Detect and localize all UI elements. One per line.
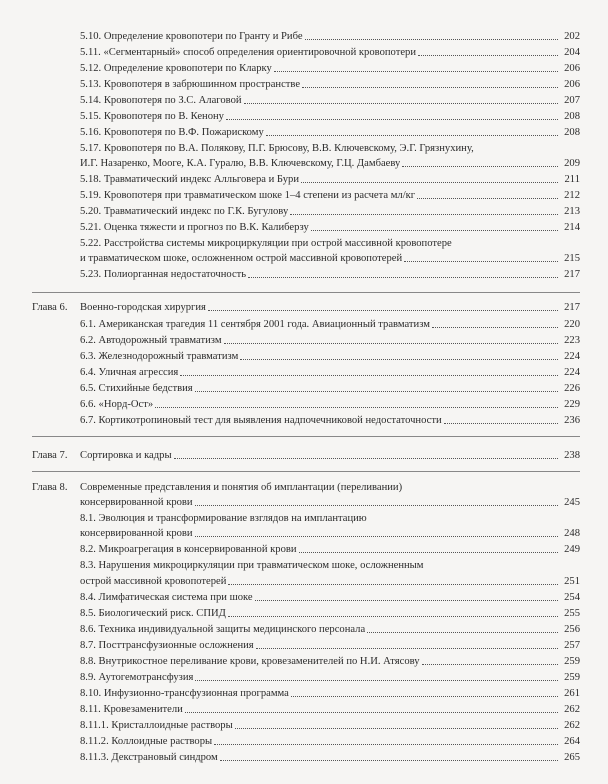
toc-entry-text: 8.11. Кровезаменители <box>80 704 183 715</box>
dot-leader <box>174 458 558 459</box>
toc-entry[interactable] <box>80 719 580 732</box>
toc-entry-continuation[interactable] <box>80 527 580 540</box>
toc-entry[interactable] <box>80 591 580 604</box>
toc-page-number: 238 <box>564 450 580 461</box>
toc-entry-text: Военно-городская хирургия <box>80 302 206 313</box>
toc-entry[interactable] <box>80 318 580 331</box>
toc-entry[interactable] <box>80 639 580 652</box>
dot-leader <box>444 423 558 424</box>
toc-entry[interactable] <box>80 671 580 684</box>
toc-entry[interactable] <box>80 173 580 186</box>
dot-leader <box>220 760 558 761</box>
toc-entry-text: 8.11.2. Коллоидные растворы <box>80 736 213 747</box>
dot-leader <box>155 407 558 408</box>
toc-page-number: 259 <box>564 672 580 683</box>
toc-entry-text: консервированной крови <box>80 497 193 508</box>
toc-entry-text: 6.6. «Норд-Ост» <box>80 399 154 410</box>
toc-page-number: 207 <box>564 95 580 106</box>
toc-page-number: 264 <box>564 736 580 747</box>
dot-leader <box>195 505 558 506</box>
toc-entry-text: 6.3. Железнодорожный травматизм <box>80 351 239 362</box>
dot-leader <box>302 87 558 88</box>
toc-entry-continuation[interactable] <box>80 252 580 265</box>
toc-entry-text: консервированной крови <box>80 528 193 539</box>
toc-entry-text: 5.16. Кровопотеря по В.Ф. Пожарискому <box>80 127 264 138</box>
dot-leader <box>432 327 558 328</box>
dot-leader <box>417 198 558 199</box>
dot-leader <box>224 343 558 344</box>
toc-entry-text: 5.17. Кровопотеря по В.А. Полякову, П.Г. Брюсову, В.В. Ключевскому, Э.Г. Грязнухину, <box>80 143 474 154</box>
toc-entry-text: острой массивной кровопотерей <box>80 576 227 587</box>
toc-entry[interactable] <box>80 205 580 218</box>
toc-entry[interactable] <box>80 751 580 764</box>
toc-entry-text: 5.20. Травматический индекс по Г.К. Бугулову <box>80 206 289 217</box>
toc-entry-text: 8.2. Микроагрегация в консервированной крови <box>80 544 297 555</box>
toc-entry[interactable] <box>80 607 580 620</box>
chapter-label: Глава 8. <box>32 482 68 493</box>
toc-entry-continuation[interactable] <box>80 575 580 588</box>
toc-entry-text: 5.22. Расстройства системы микроциркуляции при острой массивной кровопотере <box>80 238 452 249</box>
toc-page-number: 248 <box>564 528 580 539</box>
dot-leader <box>422 664 558 665</box>
toc-entry[interactable] <box>80 126 580 139</box>
toc-page-number: 251 <box>564 576 580 587</box>
toc-entry[interactable] <box>80 366 580 379</box>
toc-entry-text: 8.8. Внутрикостное переливание крови, кровезаменителей по Н.И. Атясову <box>80 656 420 667</box>
toc-page-number: 254 <box>564 592 580 603</box>
dot-leader <box>256 648 558 649</box>
toc-entry-text: 6.5. Стихийные бедствия <box>80 383 193 394</box>
dot-leader <box>255 600 558 601</box>
toc-entry[interactable] <box>80 268 580 281</box>
toc-page-number: 209 <box>564 158 580 169</box>
toc-entry[interactable] <box>80 46 580 59</box>
toc-entry-text: Современные представления и понятия об имплантации (переливании) <box>80 482 403 493</box>
toc-entry-text: 5.18. Травматический индекс Алльговера и Бури <box>80 174 299 185</box>
chapter-label: Глава 7. <box>32 450 68 461</box>
section-divider <box>32 292 580 293</box>
toc-page-number: 262 <box>564 704 580 715</box>
toc-page-number: 265 <box>564 752 580 763</box>
toc-entry[interactable] <box>80 543 580 556</box>
toc-entry-text: 6.4. Уличная агрессия <box>80 367 179 378</box>
toc-entry-text: 8.4. Лимфатическая система при шоке <box>80 592 253 603</box>
toc-entry-continuation[interactable] <box>80 157 580 170</box>
toc-entry-text: 5.23. Полиорганная недостаточность <box>80 269 247 280</box>
dot-leader <box>305 39 558 40</box>
toc-page-number: 214 <box>564 222 580 233</box>
toc-entry[interactable] <box>80 237 580 250</box>
dot-leader <box>240 359 558 360</box>
toc-entry-text: 5.14. Кровопотеря по З.С. Алаговой <box>80 95 242 106</box>
chapter-label: Глава 6. <box>32 302 68 313</box>
toc-page-number: 217 <box>564 302 580 313</box>
dot-leader <box>228 616 558 617</box>
toc-entry-text: и травматическом шоке, осложненном острой массивной кровопотерей <box>80 253 403 264</box>
toc-entry[interactable] <box>80 655 580 668</box>
dot-leader <box>180 375 558 376</box>
section-divider <box>32 436 580 437</box>
toc-page-number: 208 <box>564 127 580 138</box>
toc-entry-text: 6.7. Кортикотропиновый тест для выявления надпочечниковой недостаточности <box>80 415 442 426</box>
toc-page-number: 206 <box>564 63 580 74</box>
dot-leader <box>290 214 558 215</box>
toc-page-number: 224 <box>564 367 580 378</box>
dot-leader <box>248 277 558 278</box>
dot-leader <box>404 261 558 262</box>
toc-page-number: 204 <box>564 47 580 58</box>
toc-entry-text: 5.11. «Сегментарный» способ определения ориентировочной кровопотери <box>80 47 416 58</box>
toc-page-number: 220 <box>564 319 580 330</box>
toc-entry-continuation[interactable] <box>80 496 580 509</box>
toc-page-number: 206 <box>564 79 580 90</box>
toc-page-number: 236 <box>564 415 580 426</box>
toc-page-number: 229 <box>564 399 580 410</box>
toc-entry-text: 8.1. Эволюция и трансформирование взглядов на имплантацию <box>80 513 367 524</box>
toc-entry-text: 6.2. Автодорожный травматизм <box>80 335 222 346</box>
dot-leader <box>195 391 558 392</box>
toc-page-number: 202 <box>564 31 580 42</box>
dot-leader <box>195 536 558 537</box>
dot-leader <box>185 712 558 713</box>
toc-entry-text: 8.11.1. Кристаллоидные растворы <box>80 720 233 731</box>
toc-entry-text: 8.3. Нарушения микроциркуляции при травматическом шоке, осложненным <box>80 560 424 571</box>
dot-leader <box>299 552 558 553</box>
toc-entry-text: 5.15. Кровопотеря по В. Кенону <box>80 111 224 122</box>
dot-leader <box>228 584 558 585</box>
toc-entry[interactable] <box>80 703 580 716</box>
toc-entry[interactable] <box>80 687 580 700</box>
toc-page-number: 257 <box>564 640 580 651</box>
toc-entry[interactable] <box>80 94 580 107</box>
toc-entry[interactable] <box>80 559 580 572</box>
toc-entry-text: 8.11.3. Декстрановый синдром <box>80 752 218 763</box>
toc-entry[interactable] <box>80 62 580 75</box>
toc-entry[interactable] <box>80 221 580 234</box>
dot-leader <box>226 119 558 120</box>
dot-leader <box>311 230 558 231</box>
toc-page-number: 245 <box>564 497 580 508</box>
toc-page-number: 211 <box>564 174 580 185</box>
toc-page-number: 226 <box>564 383 580 394</box>
toc-entry[interactable] <box>80 350 580 363</box>
toc-entry[interactable] <box>80 735 580 748</box>
toc-entry-text: 8.6. Техника индивидуальной защиты медицинского персонала <box>80 624 366 635</box>
toc-entry-text: 5.21. Оценка тяжести и прогноз по В.К. Калиберзу <box>80 222 309 233</box>
toc-entry-text: 8.7. Посттрансфузионные осложнения <box>80 640 254 651</box>
toc-entry-text: И.Г. Назаренко, Мооге, К.А. Гуралю, В.В. Ключевскому, Г.Ц. Дамбаеву <box>80 158 401 169</box>
toc-page-number: 255 <box>564 608 580 619</box>
toc-entry[interactable] <box>80 382 580 395</box>
toc-page-number: 213 <box>564 206 580 217</box>
toc-entry[interactable] <box>80 142 580 155</box>
toc-page-number: 212 <box>564 190 580 201</box>
dot-leader <box>235 728 558 729</box>
toc-entry[interactable] <box>80 398 580 411</box>
dot-leader <box>418 55 558 56</box>
toc-page-number: 262 <box>564 720 580 731</box>
toc-entry-text: 5.19. Кровопотеря при травматическом шоке 1–4 степени из расчета мл/кг <box>80 190 416 201</box>
toc-chapter-entry[interactable] <box>80 449 580 462</box>
toc-entry-text: 5.12. Определение кровопотери по Кларку <box>80 63 272 74</box>
section-divider <box>32 471 580 472</box>
toc-entry-text: 8.5. Биологический риск. СПИД <box>80 608 226 619</box>
dot-leader <box>244 103 558 104</box>
dot-leader <box>274 71 558 72</box>
toc-entry[interactable] <box>80 30 580 43</box>
toc-entry[interactable] <box>80 334 580 347</box>
dot-leader <box>208 310 558 311</box>
toc-entry[interactable] <box>80 78 580 91</box>
dot-leader <box>367 632 558 633</box>
toc-page-number: 224 <box>564 351 580 362</box>
dot-leader <box>301 182 558 183</box>
toc-page-number: 249 <box>564 544 580 555</box>
toc-page-number: 223 <box>564 335 580 346</box>
dot-leader <box>402 166 558 167</box>
toc-page-number: 217 <box>564 269 580 280</box>
toc-page-number: 259 <box>564 656 580 667</box>
toc-entry-text: 8.10. Инфузионно-трансфузионная программа <box>80 688 289 699</box>
toc-entry[interactable] <box>80 512 580 525</box>
toc-chapter-entry[interactable] <box>80 301 580 314</box>
toc-page-number: 215 <box>564 253 580 264</box>
toc-page-number: 261 <box>564 688 580 699</box>
toc-entry-text: 5.10. Определение кровопотери по Гранту и Рибе <box>80 31 303 42</box>
toc-entry-text: Сортировка и кадры <box>80 450 172 461</box>
dot-leader <box>291 696 558 697</box>
toc-entry[interactable] <box>80 110 580 123</box>
toc-entry-text: 8.9. Аутогемотрансфузия <box>80 672 194 683</box>
toc-chapter-entry[interactable] <box>80 481 580 494</box>
dot-leader <box>214 744 558 745</box>
toc-page-number: 208 <box>564 111 580 122</box>
dot-leader <box>195 680 558 681</box>
toc-entry-text: 6.1. Американская трагедия 11 сентября 2001 года. Авиационный травматизм <box>80 319 430 330</box>
toc-page-number: 256 <box>564 624 580 635</box>
toc-entry[interactable] <box>80 189 580 202</box>
toc-entry-text: 5.13. Кровопотеря в забрюшинном пространстве <box>80 79 301 90</box>
toc-entry[interactable] <box>80 414 580 427</box>
toc-entry[interactable] <box>80 623 580 636</box>
dot-leader <box>266 135 558 136</box>
